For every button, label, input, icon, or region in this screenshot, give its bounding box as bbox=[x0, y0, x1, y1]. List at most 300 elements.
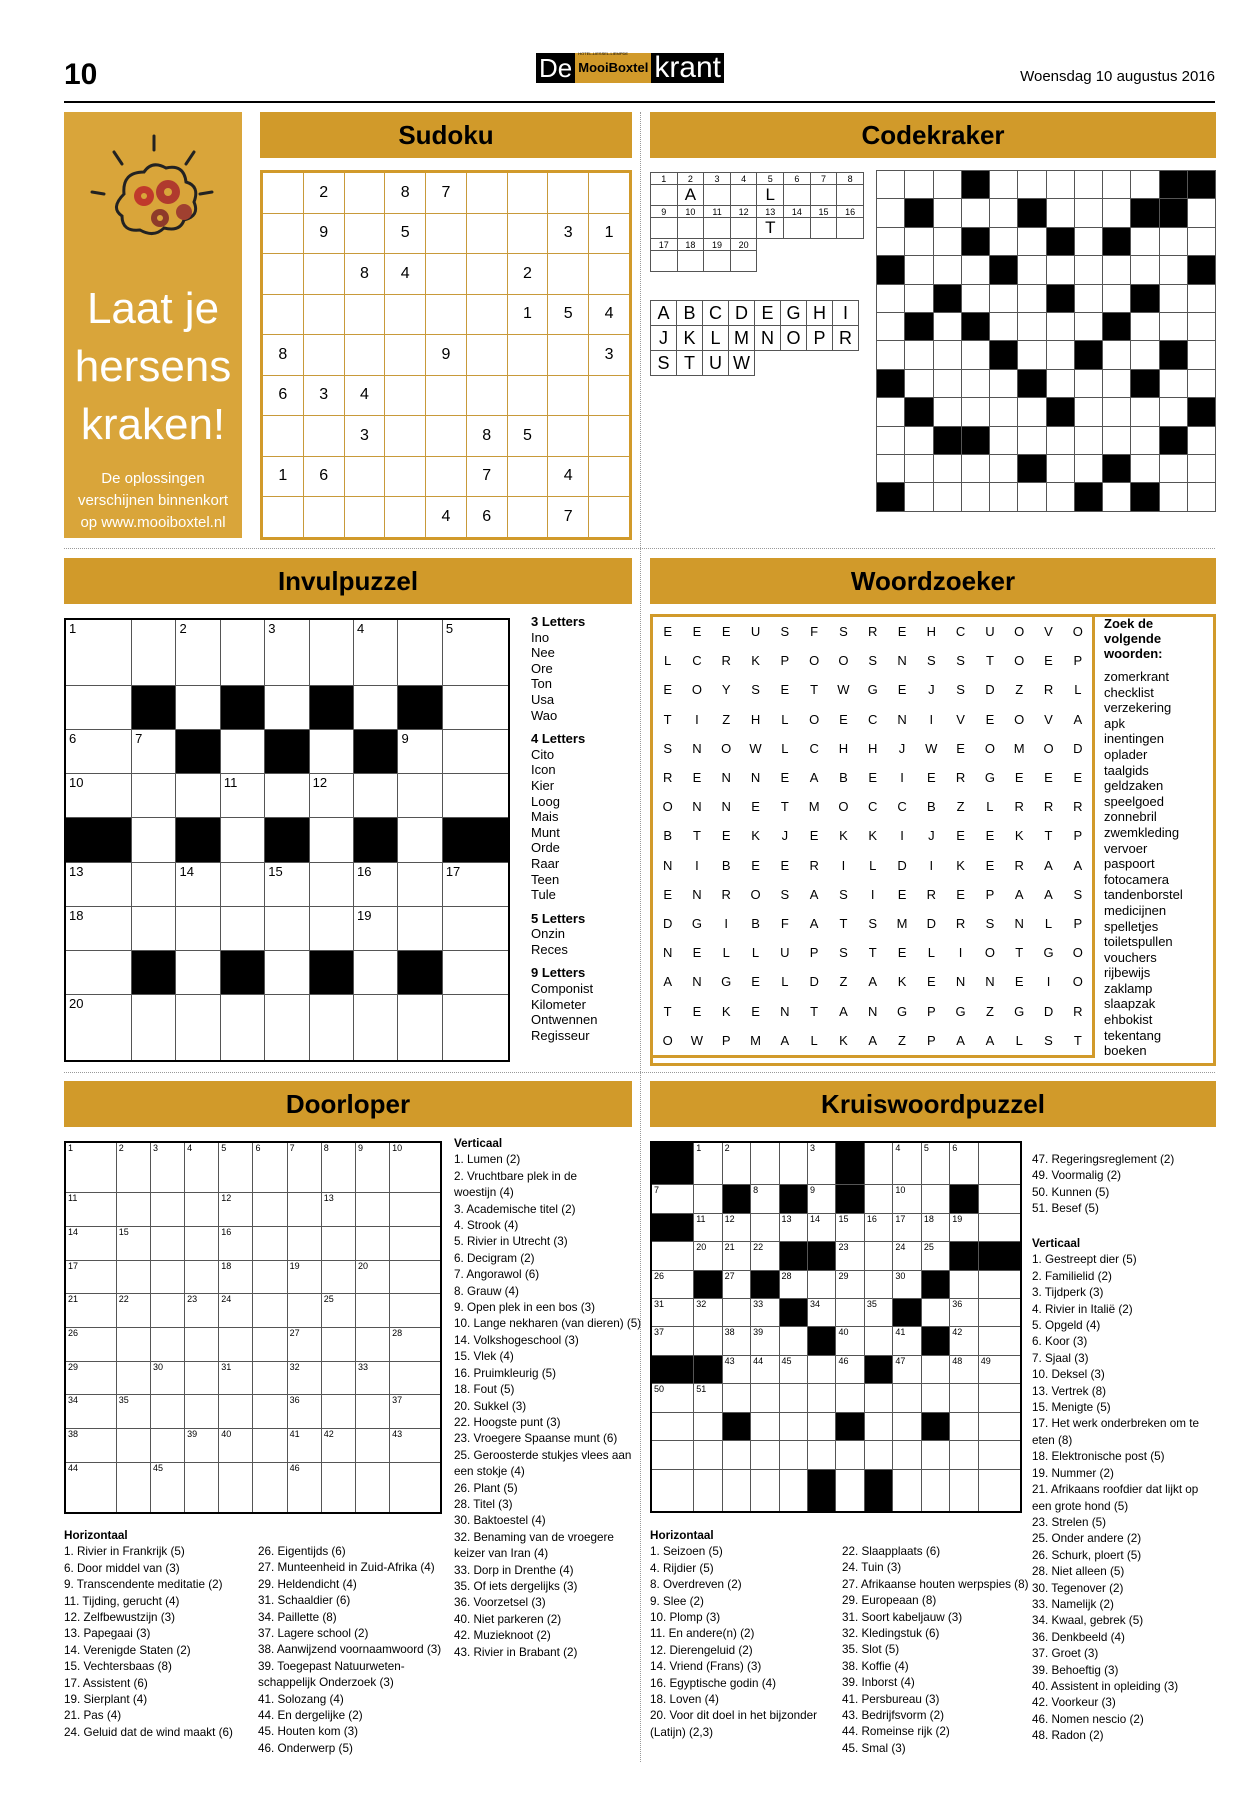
invul-cell[interactable] bbox=[354, 950, 398, 994]
code-key-letter[interactable] bbox=[730, 218, 757, 239]
code-cell[interactable] bbox=[990, 199, 1018, 227]
code-cell[interactable] bbox=[1131, 227, 1159, 255]
woordzoeker-letter[interactable]: N bbox=[692, 974, 702, 990]
sudoku-cell[interactable] bbox=[303, 497, 344, 539]
kruis-cell[interactable] bbox=[978, 1412, 1021, 1440]
code-key-letter[interactable] bbox=[837, 218, 864, 239]
sudoku-cell[interactable] bbox=[507, 375, 548, 416]
code-cell[interactable] bbox=[1046, 369, 1074, 397]
woordzoeker-letter[interactable]: E bbox=[897, 945, 907, 961]
doorloper-cell[interactable] bbox=[116, 1429, 150, 1463]
doorloper-cell[interactable] bbox=[287, 1260, 321, 1294]
kruis-cell[interactable] bbox=[893, 1441, 921, 1469]
kruis-cell[interactable] bbox=[921, 1185, 949, 1213]
code-cell[interactable] bbox=[905, 341, 933, 369]
invul-cell[interactable] bbox=[176, 906, 220, 950]
kruis-cell[interactable] bbox=[864, 1412, 892, 1440]
alphabet-letter[interactable]: B bbox=[677, 301, 703, 326]
woordzoeker-letter[interactable]: I bbox=[900, 770, 904, 786]
woordzoeker-letter[interactable]: E bbox=[663, 886, 672, 902]
doorloper-cell[interactable] bbox=[321, 1395, 355, 1429]
woordzoeker-letter[interactable]: R bbox=[1073, 799, 1083, 815]
code-cell[interactable] bbox=[933, 171, 961, 199]
invul-cell[interactable] bbox=[309, 862, 353, 906]
doorloper-cell[interactable] bbox=[65, 1327, 116, 1361]
woordzoeker-letter[interactable]: T bbox=[663, 1003, 672, 1019]
woordzoeker-letter[interactable]: E bbox=[868, 770, 878, 786]
kruis-cell[interactable] bbox=[836, 1384, 864, 1412]
code-cell[interactable] bbox=[1103, 256, 1131, 284]
sudoku-cell[interactable]: 1 bbox=[589, 213, 631, 254]
sudoku-cell[interactable] bbox=[262, 172, 304, 214]
code-cell[interactable] bbox=[1018, 313, 1046, 341]
woordzoeker-letter[interactable]: J bbox=[928, 828, 935, 844]
kruis-cell[interactable] bbox=[893, 1469, 921, 1512]
woordzoeker-letter[interactable]: E bbox=[956, 886, 965, 902]
kruis-cell[interactable] bbox=[921, 1469, 949, 1512]
alphabet-letter[interactable]: S bbox=[651, 351, 677, 376]
kruis-cell[interactable] bbox=[751, 1242, 779, 1270]
sudoku-cell[interactable] bbox=[344, 456, 385, 497]
invul-cell[interactable] bbox=[354, 995, 398, 1061]
doorloper-cell[interactable] bbox=[219, 1395, 253, 1429]
woordzoeker-letter[interactable]: E bbox=[663, 682, 672, 698]
doorloper-cell[interactable] bbox=[355, 1462, 389, 1513]
alphabet-letter[interactable]: I bbox=[833, 301, 859, 326]
sudoku-cell[interactable]: 7 bbox=[466, 456, 507, 497]
code-cell[interactable] bbox=[961, 199, 989, 227]
woordzoeker-letter[interactable]: E bbox=[1044, 770, 1053, 786]
code-cell[interactable] bbox=[877, 313, 905, 341]
woordzoeker-letter[interactable]: E bbox=[897, 682, 907, 698]
code-cell[interactable] bbox=[1046, 171, 1074, 199]
woordzoeker-letter[interactable]: T bbox=[1044, 828, 1053, 844]
woordzoeker-letter[interactable]: A bbox=[1014, 886, 1024, 902]
kruis-cell[interactable] bbox=[722, 1242, 750, 1270]
invul-cell[interactable] bbox=[265, 906, 309, 950]
woordzoeker-letter[interactable]: R bbox=[1014, 799, 1024, 815]
invul-cell[interactable] bbox=[220, 818, 264, 862]
sudoku-cell[interactable] bbox=[548, 375, 589, 416]
code-cell[interactable] bbox=[1074, 426, 1102, 454]
woordzoeker-letter[interactable]: N bbox=[662, 945, 673, 961]
code-cell[interactable] bbox=[1074, 313, 1102, 341]
doorloper-cell[interactable] bbox=[185, 1260, 219, 1294]
woordzoeker-letter[interactable]: O bbox=[1014, 624, 1025, 640]
woordzoeker-letter[interactable]: A bbox=[809, 770, 819, 786]
code-cell[interactable] bbox=[905, 227, 933, 255]
doorloper-cell[interactable] bbox=[116, 1260, 150, 1294]
sudoku-grid[interactable] bbox=[260, 170, 632, 540]
sudoku-cell[interactable]: 2 bbox=[507, 254, 548, 295]
sudoku-cell[interactable] bbox=[507, 497, 548, 539]
woordzoeker-letter[interactable]: E bbox=[1044, 653, 1053, 669]
woordzoeker-letter[interactable]: C bbox=[809, 740, 819, 756]
kruis-cell[interactable] bbox=[751, 1213, 779, 1241]
code-cell[interactable] bbox=[933, 369, 961, 397]
doorloper-cell[interactable] bbox=[219, 1294, 253, 1328]
sudoku-cell[interactable]: 8 bbox=[262, 335, 304, 376]
alphabet-letter[interactable]: G bbox=[781, 301, 807, 326]
woordzoeker-letter[interactable]: N bbox=[662, 857, 673, 873]
woordzoeker-letter[interactable]: A bbox=[809, 886, 819, 902]
doorloper-cell[interactable] bbox=[390, 1429, 441, 1463]
woordzoeker-grid[interactable] bbox=[650, 614, 1095, 1058]
woordzoeker-letter[interactable]: T bbox=[663, 711, 672, 727]
invul-cell[interactable] bbox=[265, 774, 309, 818]
doorloper-cell[interactable] bbox=[116, 1361, 150, 1395]
code-cell[interactable] bbox=[905, 455, 933, 483]
kruis-cell[interactable] bbox=[722, 1469, 750, 1512]
sudoku-cell[interactable] bbox=[466, 335, 507, 376]
kruis-cell[interactable] bbox=[950, 1355, 978, 1383]
woordzoeker-letter[interactable]: A bbox=[868, 1032, 878, 1048]
sudoku-cell[interactable] bbox=[589, 254, 631, 295]
sudoku-cell[interactable] bbox=[589, 497, 631, 539]
doorloper-cell[interactable] bbox=[185, 1193, 219, 1227]
sudoku-cell[interactable]: 5 bbox=[385, 213, 426, 254]
kruis-cell[interactable] bbox=[751, 1355, 779, 1383]
woordzoeker-letter[interactable]: C bbox=[868, 711, 878, 727]
doorloper-cell[interactable] bbox=[219, 1361, 253, 1395]
doorloper-cell[interactable] bbox=[116, 1327, 150, 1361]
sudoku-cell[interactable]: 4 bbox=[426, 497, 467, 539]
doorloper-cell[interactable] bbox=[150, 1260, 184, 1294]
alphabet-letter[interactable]: J bbox=[651, 326, 677, 351]
woordzoeker-letter[interactable]: E bbox=[956, 828, 965, 844]
doorloper-cell[interactable] bbox=[150, 1429, 184, 1463]
kruis-cell[interactable] bbox=[779, 1327, 807, 1355]
kruis-cell[interactable] bbox=[950, 1213, 978, 1241]
woordzoeker-letter[interactable]: E bbox=[897, 624, 907, 640]
woordzoeker-letter[interactable]: E bbox=[692, 770, 702, 786]
sudoku-cell[interactable] bbox=[262, 416, 304, 457]
woordzoeker-letter[interactable]: R bbox=[721, 653, 731, 669]
woordzoeker-letter[interactable]: L bbox=[781, 974, 789, 990]
kruis-cell[interactable] bbox=[722, 1327, 750, 1355]
code-cell[interactable] bbox=[990, 369, 1018, 397]
woordzoeker-letter[interactable]: T bbox=[1015, 945, 1024, 961]
kruis-cell[interactable] bbox=[694, 1142, 722, 1185]
woordzoeker-letter[interactable]: E bbox=[721, 828, 731, 844]
woordzoeker-letter[interactable]: S bbox=[956, 653, 965, 669]
woordzoeker-letter[interactable]: P bbox=[985, 886, 995, 902]
doorloper-cell[interactable] bbox=[219, 1142, 253, 1193]
woordzoeker-letter[interactable]: P bbox=[721, 1032, 731, 1048]
code-cell[interactable] bbox=[1074, 171, 1102, 199]
doorloper-cell[interactable] bbox=[253, 1294, 287, 1328]
woordzoeker-letter[interactable]: S bbox=[780, 886, 790, 902]
woordzoeker-letter[interactable]: S bbox=[839, 624, 848, 640]
woordzoeker-letter[interactable]: G bbox=[691, 915, 702, 931]
sudoku-cell[interactable] bbox=[426, 213, 467, 254]
doorloper-cell[interactable] bbox=[355, 1327, 389, 1361]
sudoku-cell[interactable] bbox=[589, 172, 631, 214]
kruis-cell[interactable] bbox=[694, 1412, 722, 1440]
woordzoeker-letter[interactable]: S bbox=[956, 682, 965, 698]
woordzoeker-letter[interactable]: T bbox=[810, 1003, 819, 1019]
code-cell[interactable] bbox=[1018, 398, 1046, 426]
alphabet-letter[interactable]: W bbox=[729, 351, 755, 376]
woordzoeker-letter[interactable]: E bbox=[692, 1003, 702, 1019]
code-cell[interactable] bbox=[990, 455, 1018, 483]
code-cell[interactable] bbox=[1103, 171, 1131, 199]
doorloper-cell[interactable] bbox=[65, 1294, 116, 1328]
code-cell[interactable] bbox=[990, 284, 1018, 312]
woordzoeker-letter[interactable]: O bbox=[809, 711, 820, 727]
doorloper-cell[interactable] bbox=[116, 1226, 150, 1260]
sudoku-cell[interactable]: 9 bbox=[303, 213, 344, 254]
woordzoeker-letter[interactable]: Z bbox=[985, 1003, 994, 1019]
invul-cell[interactable] bbox=[220, 862, 264, 906]
code-cell[interactable] bbox=[961, 341, 989, 369]
code-key-letter[interactable]: A bbox=[677, 185, 704, 206]
doorloper-cell[interactable] bbox=[355, 1395, 389, 1429]
sudoku-cell[interactable] bbox=[385, 416, 426, 457]
doorloper-cell[interactable] bbox=[321, 1142, 355, 1193]
code-cell[interactable] bbox=[1103, 483, 1131, 512]
woordzoeker-letter[interactable]: I bbox=[929, 711, 934, 727]
invul-cell[interactable] bbox=[265, 619, 309, 685]
code-cell[interactable] bbox=[1046, 455, 1074, 483]
woordzoeker-letter[interactable]: H bbox=[868, 740, 878, 756]
sudoku-cell[interactable] bbox=[548, 172, 589, 214]
kruis-cell[interactable] bbox=[694, 1327, 722, 1355]
code-cell[interactable] bbox=[1018, 171, 1046, 199]
sudoku-cell[interactable] bbox=[426, 254, 467, 295]
invul-cell[interactable] bbox=[176, 950, 220, 994]
kruis-cell[interactable] bbox=[694, 1384, 722, 1412]
kruis-cell[interactable] bbox=[779, 1384, 807, 1412]
code-key-letter[interactable] bbox=[810, 218, 837, 239]
doorloper-cell[interactable] bbox=[219, 1226, 253, 1260]
code-key-letter[interactable] bbox=[704, 251, 731, 272]
woordzoeker-letter[interactable]: L bbox=[751, 945, 760, 961]
woordzoeker-letter[interactable]: K bbox=[751, 653, 760, 669]
woordzoeker-letter[interactable]: N bbox=[1014, 915, 1024, 931]
doorloper-cell[interactable] bbox=[321, 1260, 355, 1294]
woordzoeker-letter[interactable]: A bbox=[1044, 857, 1053, 873]
woordzoeker-letter[interactable]: B bbox=[839, 770, 848, 786]
kruis-cell[interactable] bbox=[950, 1142, 978, 1185]
alphabet-letter[interactable]: D bbox=[729, 301, 755, 326]
doorloper-cell[interactable] bbox=[150, 1327, 184, 1361]
doorloper-cell[interactable] bbox=[185, 1395, 219, 1429]
woordzoeker-letter[interactable]: L bbox=[1015, 1032, 1023, 1048]
woordzoeker-letter[interactable]: T bbox=[810, 682, 819, 698]
woordzoeker-letter[interactable]: O bbox=[1043, 740, 1054, 756]
kruis-cell[interactable] bbox=[751, 1384, 779, 1412]
sudoku-cell[interactable] bbox=[426, 456, 467, 497]
woordzoeker-letter[interactable]: D bbox=[1043, 1003, 1054, 1019]
woordzoeker-letter[interactable]: S bbox=[839, 945, 848, 961]
code-key-letter[interactable] bbox=[704, 218, 731, 239]
code-cell[interactable] bbox=[1046, 256, 1074, 284]
sudoku-cell[interactable] bbox=[385, 456, 426, 497]
kruis-cell[interactable] bbox=[921, 1242, 949, 1270]
doorloper-cell[interactable] bbox=[287, 1226, 321, 1260]
kruis-cell[interactable] bbox=[694, 1299, 722, 1327]
woordzoeker-letter[interactable]: G bbox=[955, 1003, 966, 1019]
kruis-cell[interactable] bbox=[722, 1142, 750, 1185]
doorloper-cell[interactable] bbox=[355, 1260, 389, 1294]
kruis-cell[interactable] bbox=[694, 1242, 722, 1270]
code-cell[interactable] bbox=[1187, 313, 1215, 341]
doorloper-cell[interactable] bbox=[390, 1395, 441, 1429]
doorloper-cell[interactable] bbox=[321, 1462, 355, 1513]
kruis-cell[interactable] bbox=[751, 1469, 779, 1512]
woordzoeker-letter[interactable]: K bbox=[721, 1003, 731, 1019]
kruis-cell[interactable] bbox=[808, 1441, 836, 1469]
kruis-cell[interactable] bbox=[893, 1355, 921, 1383]
woordzoeker-letter[interactable]: S bbox=[985, 915, 995, 931]
invul-cell[interactable] bbox=[176, 619, 220, 685]
kruis-cell[interactable] bbox=[864, 1327, 892, 1355]
invul-cell[interactable] bbox=[265, 995, 309, 1061]
alphabet-letter[interactable]: K bbox=[677, 326, 703, 351]
invul-cell[interactable] bbox=[220, 619, 264, 685]
doorloper-cell[interactable] bbox=[150, 1142, 184, 1193]
woordzoeker-letter[interactable]: T bbox=[839, 915, 848, 931]
sudoku-cell[interactable]: 5 bbox=[548, 294, 589, 335]
code-cell[interactable] bbox=[1074, 369, 1102, 397]
woordzoeker-letter[interactable]: N bbox=[692, 886, 702, 902]
code-cell[interactable] bbox=[933, 455, 961, 483]
invul-cell[interactable] bbox=[65, 950, 132, 994]
doorloper-cell[interactable] bbox=[185, 1142, 219, 1193]
code-cell[interactable] bbox=[1159, 256, 1187, 284]
doorloper-cell[interactable] bbox=[321, 1226, 355, 1260]
woordzoeker-letter[interactable]: E bbox=[956, 740, 965, 756]
code-cell[interactable] bbox=[1187, 369, 1215, 397]
code-key-letter[interactable] bbox=[730, 251, 757, 272]
woordzoeker-letter[interactable]: A bbox=[1073, 857, 1083, 873]
woordzoeker-letter[interactable]: N bbox=[985, 974, 995, 990]
sudoku-cell[interactable] bbox=[507, 172, 548, 214]
woordzoeker-letter[interactable]: Z bbox=[839, 974, 848, 990]
sudoku-cell[interactable]: 1 bbox=[262, 456, 304, 497]
woordzoeker-letter[interactable]: Y bbox=[721, 682, 731, 698]
kruis-cell[interactable] bbox=[864, 1384, 892, 1412]
code-cell[interactable] bbox=[1018, 426, 1046, 454]
doorloper-cell[interactable] bbox=[185, 1226, 219, 1260]
kruis-cell[interactable] bbox=[651, 1299, 694, 1327]
doorloper-cell[interactable] bbox=[219, 1193, 253, 1227]
kruis-cell[interactable] bbox=[893, 1185, 921, 1213]
doorloper-cell[interactable] bbox=[321, 1327, 355, 1361]
doorloper-cell[interactable] bbox=[287, 1193, 321, 1227]
invul-cell[interactable] bbox=[442, 774, 509, 818]
invul-cell[interactable] bbox=[65, 685, 132, 729]
doorloper-cell[interactable] bbox=[65, 1395, 116, 1429]
invul-cell[interactable] bbox=[65, 774, 132, 818]
woordzoeker-letter[interactable]: G bbox=[1014, 1003, 1025, 1019]
sudoku-cell[interactable]: 6 bbox=[262, 375, 304, 416]
doorloper-cell[interactable] bbox=[185, 1429, 219, 1463]
woordzoeker-letter[interactable]: R bbox=[1014, 857, 1024, 873]
doorloper-cell[interactable] bbox=[150, 1361, 184, 1395]
invul-cell[interactable] bbox=[398, 619, 442, 685]
doorloper-cell[interactable] bbox=[390, 1361, 441, 1395]
sudoku-cell[interactable] bbox=[426, 294, 467, 335]
invul-cell[interactable] bbox=[220, 906, 264, 950]
kruis-cell[interactable] bbox=[651, 1327, 694, 1355]
woordzoeker-letter[interactable]: O bbox=[750, 886, 761, 902]
doorloper-cell[interactable] bbox=[65, 1429, 116, 1463]
sudoku-cell[interactable] bbox=[589, 456, 631, 497]
code-cell[interactable] bbox=[877, 171, 905, 199]
kruis-cell[interactable] bbox=[893, 1412, 921, 1440]
invul-cell[interactable] bbox=[220, 729, 264, 773]
woordzoeker-letter[interactable]: L bbox=[927, 945, 935, 961]
code-cell[interactable] bbox=[1131, 171, 1159, 199]
kruis-cell[interactable] bbox=[893, 1213, 921, 1241]
kruis-cell[interactable] bbox=[864, 1299, 892, 1327]
woordzoeker-letter[interactable]: K bbox=[956, 857, 965, 873]
code-cell[interactable] bbox=[877, 426, 905, 454]
invul-cell[interactable] bbox=[309, 619, 353, 685]
code-cell[interactable] bbox=[905, 483, 933, 512]
woordzoeker-letter[interactable]: C bbox=[692, 653, 702, 669]
invul-cell[interactable] bbox=[442, 619, 509, 685]
doorloper-cell[interactable] bbox=[150, 1193, 184, 1227]
kruis-cell[interactable] bbox=[836, 1441, 864, 1469]
woordzoeker-letter[interactable]: V bbox=[1044, 711, 1053, 727]
code-cell[interactable] bbox=[877, 227, 905, 255]
woordzoeker-letter[interactable]: D bbox=[809, 974, 819, 990]
alphabet-letter[interactable]: R bbox=[833, 326, 859, 351]
code-cell[interactable] bbox=[1131, 341, 1159, 369]
code-cell[interactable] bbox=[1103, 199, 1131, 227]
kruis-cell[interactable] bbox=[722, 1270, 750, 1298]
woordzoeker-letter[interactable]: W bbox=[837, 682, 850, 698]
woordzoeker-letter[interactable]: P bbox=[1073, 828, 1083, 844]
kruis-cell[interactable] bbox=[836, 1242, 864, 1270]
woordzoeker-letter[interactable]: B bbox=[721, 857, 731, 873]
woordzoeker-letter[interactable]: D bbox=[897, 857, 907, 873]
doorloper-cell[interactable] bbox=[116, 1142, 150, 1193]
invul-cell[interactable] bbox=[132, 995, 176, 1061]
sudoku-cell[interactable] bbox=[589, 375, 631, 416]
code-cell[interactable] bbox=[933, 227, 961, 255]
code-cell[interactable] bbox=[1074, 199, 1102, 227]
woordzoeker-letter[interactable]: C bbox=[955, 624, 966, 640]
doorloper-cell[interactable] bbox=[355, 1193, 389, 1227]
kruis-cell[interactable] bbox=[779, 1412, 807, 1440]
kruis-cell[interactable] bbox=[751, 1185, 779, 1213]
sudoku-cell[interactable]: 7 bbox=[548, 497, 589, 539]
woordzoeker-letter[interactable]: O bbox=[838, 653, 849, 669]
invul-cell[interactable] bbox=[354, 862, 398, 906]
sudoku-cell[interactable] bbox=[303, 335, 344, 376]
code-cell[interactable] bbox=[961, 369, 989, 397]
invul-cell[interactable] bbox=[442, 862, 509, 906]
kruis-cell[interactable] bbox=[751, 1327, 779, 1355]
woordzoeker-letter[interactable]: S bbox=[839, 886, 848, 902]
code-cell[interactable] bbox=[1159, 398, 1187, 426]
invul-cell[interactable] bbox=[442, 995, 509, 1061]
kruis-cell[interactable] bbox=[893, 1384, 921, 1412]
code-key-letter[interactable] bbox=[677, 251, 704, 272]
woordzoeker-letter[interactable]: R bbox=[955, 915, 966, 931]
woordzoeker-letter[interactable]: E bbox=[1014, 770, 1024, 786]
kruis-cell[interactable] bbox=[978, 1270, 1021, 1298]
woordzoeker-letter[interactable]: F bbox=[780, 915, 789, 931]
doorloper-cell[interactable] bbox=[116, 1193, 150, 1227]
woordzoeker-letter[interactable]: K bbox=[839, 828, 848, 844]
woordzoeker-letter[interactable]: K bbox=[1014, 828, 1024, 844]
code-cell[interactable] bbox=[1018, 284, 1046, 312]
